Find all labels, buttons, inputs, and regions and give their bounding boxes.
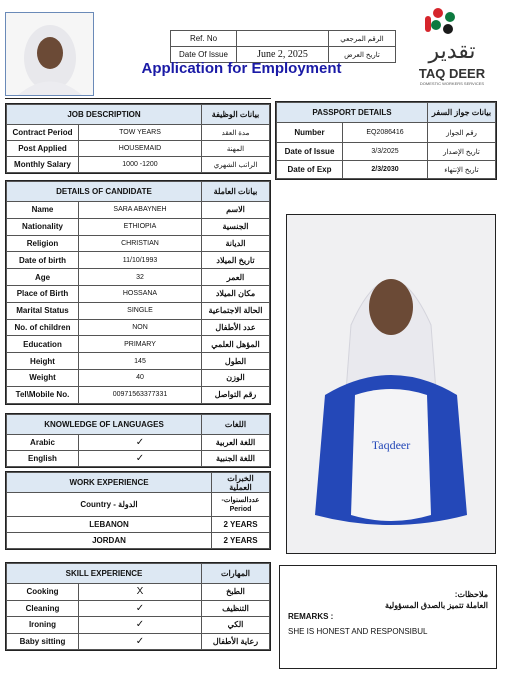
- contract-period-label-ar: مدة العقد: [202, 125, 270, 141]
- divider: [5, 98, 271, 99]
- period-column-header-ar: عددالسنوات-: [221, 496, 260, 504]
- remarks-label-ar: ملاحظات:: [454, 590, 488, 599]
- candidate-title: DETAILS OF CANDIDATE: [7, 182, 202, 202]
- candidate-row: [7, 285, 270, 302]
- skills-row: [7, 584, 270, 601]
- experience-country: LEBANON: [7, 517, 212, 533]
- candidate-label-ar: مكان الميلاد: [202, 285, 270, 302]
- candidate-row: [7, 269, 270, 286]
- logo-mark-icon: [425, 6, 465, 40]
- candidate-row: [7, 386, 270, 403]
- passport-issue-label-ar: تاريخ الإصدار: [428, 143, 496, 161]
- languages-section: [5, 413, 271, 468]
- languages-value: ✓: [79, 435, 202, 451]
- languages-row: [7, 435, 270, 451]
- candidate-label: Nationality: [7, 218, 79, 235]
- candidate-row: [7, 336, 270, 353]
- skills-label-ar: رعاية الأطفال: [202, 633, 270, 650]
- passport-title: PASSPORT DETAILS: [277, 103, 428, 123]
- passport-title-ar: بيانات جواز السفر: [428, 103, 496, 123]
- languages-label: English: [7, 451, 79, 467]
- candidate-label: Religion: [7, 235, 79, 252]
- candidate-label-ar: الحالة الاجتماعية: [202, 302, 270, 319]
- remarks-text: SHE IS HONEST AND RESPONSIBUL: [288, 627, 428, 636]
- passport-expiry-value: 2/3/2030: [343, 161, 428, 179]
- job-description-section: [5, 103, 271, 174]
- candidate-label-ar: المؤهل العلمي: [202, 336, 270, 353]
- candidate-label-ar: عدد الأطفال: [202, 319, 270, 336]
- monthly-salary-value: 1000 -1200: [79, 157, 202, 173]
- work-experience-title: WORK EXPERIENCE: [7, 473, 212, 493]
- candidate-value: NON: [79, 319, 202, 336]
- passport-number-label: Number: [277, 123, 343, 143]
- skills-label: Cooking: [7, 584, 79, 601]
- work-experience-title-ar: الخبرات العملية: [212, 473, 270, 493]
- skills-label: Cleaning: [7, 600, 79, 617]
- passport-issue-value: 3/3/2025: [343, 143, 428, 161]
- candidate-row: [7, 319, 270, 336]
- candidate-label-ar: تاريخ الميلاد: [202, 252, 270, 269]
- candidate-row: [7, 353, 270, 370]
- candidate-row: [7, 302, 270, 319]
- candidate-value: 145: [79, 353, 202, 370]
- experience-country: JORDAN: [7, 533, 212, 549]
- reference-box: [170, 30, 396, 58]
- work-experience-section: [5, 471, 271, 550]
- skills-label-ar: الكي: [202, 617, 270, 634]
- skills-label-ar: التنظيف: [202, 600, 270, 617]
- remarks-box: [279, 565, 497, 669]
- remarks-label: REMARKS :: [288, 612, 334, 621]
- passport-number-label-ar: رقم الجواز: [428, 123, 496, 143]
- languages-value: ✓: [79, 451, 202, 467]
- logo-english-text: TAQ DEER: [418, 66, 486, 81]
- languages-title: KNOWLEDGE OF LANGUAGES: [7, 415, 202, 435]
- skills-title: SKILL EXPERIENCE: [7, 564, 202, 584]
- job-description-title-ar: بيانات الوظيفة: [202, 105, 270, 125]
- candidate-details-section: [5, 180, 271, 405]
- languages-title-ar: اللغات: [202, 415, 270, 435]
- country-column-header: Country - الدولة: [7, 493, 212, 517]
- monthly-salary-label-ar: الراتب الشهري: [202, 157, 270, 173]
- contract-period-value: TOW YEARS: [79, 125, 202, 141]
- candidate-label-ar: الديانة: [202, 235, 270, 252]
- job-description-title: JOB DESCRIPTION: [7, 105, 202, 125]
- candidate-label: No. of children: [7, 319, 79, 336]
- ref-no-label-ar: الرقم المرجعي: [329, 31, 396, 47]
- candidate-value: PRIMARY: [79, 336, 202, 353]
- skills-row: [7, 617, 270, 634]
- candidate-value: 00971563377331: [79, 386, 202, 403]
- monthly-salary-label: Monthly Salary: [7, 157, 79, 173]
- languages-label-ar: اللغة العربية: [202, 435, 270, 451]
- passport-number-value: EQ2086416: [343, 123, 428, 143]
- skills-value: ✓: [79, 600, 202, 617]
- candidate-row: [7, 235, 270, 252]
- passport-issue-label: Date of Issue: [277, 143, 343, 161]
- candidate-row: [7, 202, 270, 219]
- candidate-value: SARA ABAYNEH: [79, 202, 202, 219]
- candidate-label-ar: الاسم: [202, 202, 270, 219]
- candidate-label-ar: العمر: [202, 269, 270, 286]
- candidate-label-ar: الجنسية: [202, 218, 270, 235]
- experience-row: [7, 517, 270, 533]
- post-applied-label-ar: المهنة: [202, 141, 270, 157]
- candidate-label: Age: [7, 269, 79, 286]
- languages-label: Arabic: [7, 435, 79, 451]
- languages-row: [7, 451, 270, 467]
- skills-title-ar: المهارات: [202, 564, 270, 584]
- candidate-label: Tel\Mobile No.: [7, 386, 79, 403]
- period-column-header-en: Period: [229, 505, 252, 513]
- ref-no-value: [237, 31, 329, 47]
- skills-value: X: [79, 584, 202, 601]
- candidate-value: CHRISTIAN: [79, 235, 202, 252]
- candidate-label: Education: [7, 336, 79, 353]
- skills-label-ar: الطبخ: [202, 584, 270, 601]
- candidate-label: Weight: [7, 369, 79, 386]
- candidate-photo-small: [5, 12, 94, 96]
- experience-period: 2 YEARS: [212, 533, 270, 549]
- contract-period-label: Contract Period: [7, 125, 79, 141]
- candidate-row: [7, 369, 270, 386]
- candidate-label: Marital Status: [7, 302, 79, 319]
- candidate-row: [7, 252, 270, 269]
- experience-row: [7, 533, 270, 549]
- candidate-value: HOSSANA: [79, 285, 202, 302]
- skills-value: ✓: [79, 633, 202, 650]
- skills-row: [7, 633, 270, 650]
- candidate-value: SINGLE: [79, 302, 202, 319]
- languages-label-ar: اللغة الجنبية: [202, 451, 270, 467]
- passport-expiry-label-ar: تاريخ الإنتهاء: [428, 161, 496, 179]
- candidate-value: 40: [79, 369, 202, 386]
- period-column-header: [212, 493, 270, 517]
- skills-label: Ironing: [7, 617, 79, 634]
- candidate-row: [7, 218, 270, 235]
- remarks-text-ar: العاملة تتميز بالصدق المسؤولية: [385, 601, 488, 610]
- passport-details-section: [275, 101, 497, 180]
- page-title: Application for Employment: [141, 60, 342, 77]
- issue-date-label-ar: تاريخ العرض: [329, 47, 396, 63]
- candidate-value: 32: [79, 269, 202, 286]
- issue-date-label: Date Of Issue: [171, 47, 237, 63]
- candidate-value: 11/10/1993: [79, 252, 202, 269]
- skills-value: ✓: [79, 617, 202, 634]
- logo-arabic-text: تقدير: [428, 38, 476, 63]
- skills-section: [5, 562, 271, 651]
- apron-text: Taqdeer: [371, 438, 411, 452]
- ref-no-label: Ref. No: [171, 31, 237, 47]
- issue-date-value: June 2, 2025: [237, 47, 329, 63]
- experience-period: 2 YEARS: [212, 517, 270, 533]
- candidate-label-ar: الطول: [202, 353, 270, 370]
- skills-row: [7, 600, 270, 617]
- post-applied-label: Post Applied: [7, 141, 79, 157]
- candidate-label-ar: الوزن: [202, 369, 270, 386]
- logo-subtitle: DOMESTIC WORKERS SERVICES: [419, 81, 485, 86]
- candidate-label: Height: [7, 353, 79, 370]
- candidate-value: ETHIOPIA: [79, 218, 202, 235]
- candidate-title-ar: بيانات العاملة: [202, 182, 270, 202]
- passport-expiry-label: Date of Exp: [277, 161, 343, 179]
- candidate-label-ar: رقم التواصل: [202, 386, 270, 403]
- candidate-photo-full: [286, 214, 496, 554]
- company-logo: [405, 6, 497, 92]
- candidate-label: Date of birth: [7, 252, 79, 269]
- candidate-label: Name: [7, 202, 79, 219]
- candidate-label: Place of Birth: [7, 285, 79, 302]
- skills-label: Baby sitting: [7, 633, 79, 650]
- post-applied-value: HOUSEMAID: [79, 141, 202, 157]
